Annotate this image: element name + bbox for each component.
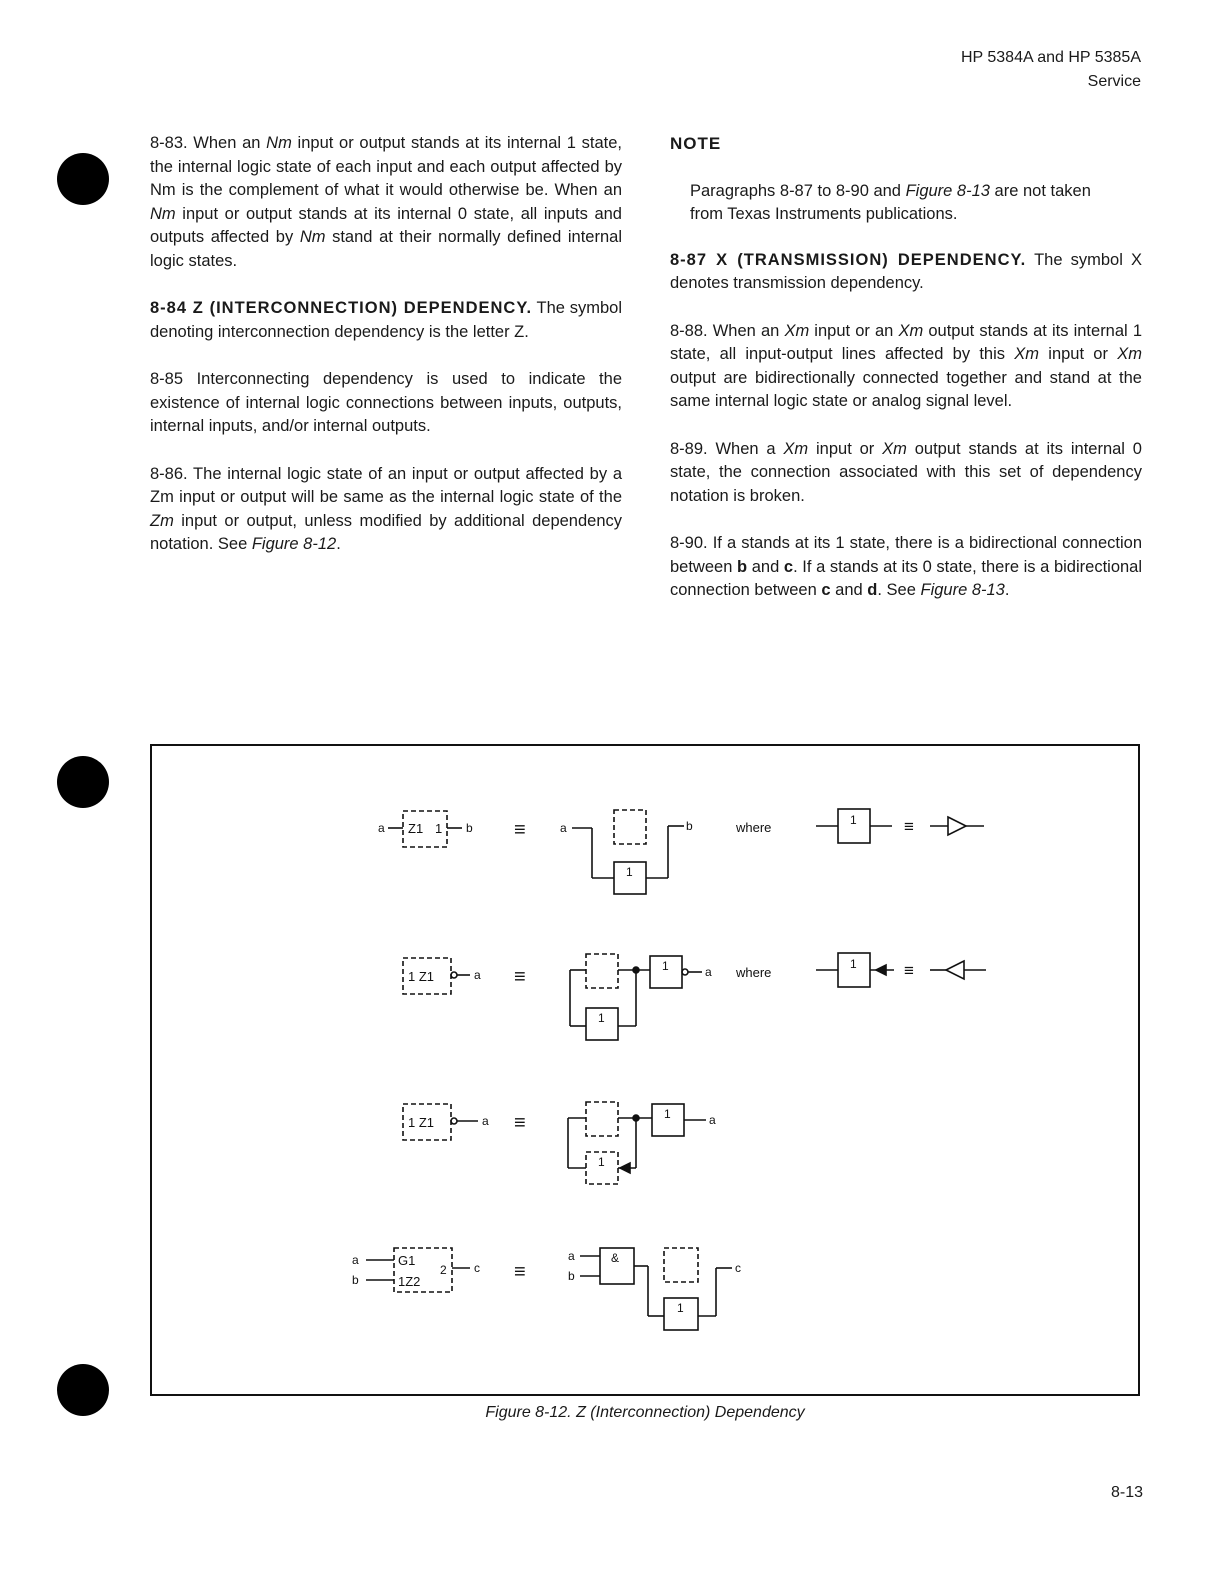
row1-box-z1: Z1	[408, 821, 424, 836]
svg-text:≡: ≡	[904, 817, 914, 836]
paragraph-8-87: 8-87 X (TRANSMISSION) DEPENDENCY. The symbol X denotes transmission dependency.	[670, 250, 1143, 292]
paragraph-8-85: 8-85 Interconnecting dependency is used to indicate the existence of internal logic connections between inputs, outputs, internal inputs, and/or internal outputs.	[150, 370, 622, 435]
row3-feedback-arrow-icon	[620, 1163, 630, 1173]
svg-text:2: 2	[440, 1263, 447, 1277]
svg-text:c: c	[474, 1261, 480, 1275]
note-body: Paragraphs 8-87 to 8-90 and Figure 8-13 are not taken from Texas Instruments publications.	[690, 181, 1091, 223]
svg-text:b: b	[352, 1273, 359, 1287]
binder-hole-middle	[57, 756, 109, 808]
svg-text:a: a	[560, 821, 567, 835]
row1-buffer-definition	[816, 809, 984, 843]
figure-caption: Figure 8-12. Z (Interconnection) Dependency	[485, 1404, 805, 1421]
row1-buffer-triangle-icon	[948, 817, 966, 835]
row4-equivalent-circuit	[568, 1248, 741, 1330]
paragraph-8-88: 8-88. When an Xm input or an Xm output stands at its internal 1 state, all input-output lines affected by this Xm input or Xm output are bidirectionally connected together and stand at the same internal logic state or analog signal level.	[670, 321, 1142, 410]
row1-symbol	[378, 811, 473, 847]
paragraph-8-90: 8-90. If a stands at its 1 state, there is a bidirectional connection between b and c. If a stands at its 0 state, there is a bidirectional connection between c and d. See Figure 8-13.	[670, 534, 1143, 599]
paragraph-8-84: 8-84 Z (INTERCONNECTION) DEPENDENCY. The symbol denoting interconnection dependency is the letter Z.	[150, 299, 622, 341]
svg-text:≡: ≡	[904, 961, 914, 980]
heading-8-84: 8-84 Z (INTERCONNECTION) DEPENDENCY.	[150, 299, 533, 317]
row2-negation-arrow-icon	[876, 965, 886, 975]
row4-symbol	[352, 1248, 480, 1292]
figure-8-12-diagram	[152, 746, 1138, 1394]
row3-equivalent-circuit	[568, 1102, 716, 1184]
svg-text:a: a	[352, 1253, 359, 1267]
svg-text:1: 1	[662, 959, 669, 973]
svg-text:1: 1	[664, 1107, 671, 1121]
figure-8-12-frame	[150, 744, 1140, 1396]
row2-symbol	[403, 958, 481, 994]
row1-input-label: a	[378, 821, 385, 835]
header-title: HP 5384A and HP 5385A	[961, 49, 1141, 66]
svg-text:b: b	[686, 819, 693, 833]
page-number: 8-13	[1110, 1484, 1143, 1501]
row3-box-text: 1 Z1	[408, 1115, 435, 1130]
svg-text:1: 1	[850, 813, 857, 827]
row1-equivalent-circuit	[560, 810, 693, 894]
note-title: NOTE	[670, 134, 722, 153]
left-column	[150, 132, 622, 581]
row4-box-g1: G1	[398, 1253, 416, 1268]
header-section: Service	[1087, 73, 1141, 90]
row4-equivalence-sign: ≡	[514, 1261, 526, 1283]
row2-reverse-triangle-icon	[946, 961, 964, 979]
figure-reference: Figure 8-12	[251, 535, 337, 553]
svg-text:c: c	[735, 1261, 741, 1275]
svg-text:a: a	[709, 1113, 716, 1127]
binder-hole-bottom	[57, 1364, 109, 1416]
svg-text:1: 1	[598, 1155, 605, 1169]
svg-text:1: 1	[626, 865, 633, 879]
row1-where-label: where	[736, 820, 772, 835]
row2-equivalence-sign: ≡	[514, 966, 526, 988]
row3-equivalence-sign: ≡	[514, 1112, 526, 1134]
row1-box-1: 1	[435, 821, 443, 836]
svg-text:&: &	[611, 1251, 620, 1265]
svg-text:b: b	[568, 1269, 575, 1283]
figure-reference: Figure 8-13	[920, 581, 1005, 599]
binder-hole-top	[57, 153, 109, 205]
row2-where-label: where	[736, 965, 772, 980]
svg-text:a: a	[482, 1114, 489, 1128]
row3-symbol	[403, 1104, 489, 1140]
row1-equivalence-sign: ≡	[514, 819, 526, 841]
right-column	[670, 132, 1142, 627]
svg-text:1: 1	[598, 1011, 605, 1025]
paragraph-8-83: 8-83. When an Nm input or output stands at its internal 1 state, the internal logic state of each input and each output affected by Nm is the complement of what it would otherwise be. When an Nm input or output stands at its internal 0 state, all inputs and outputs affected by Nm stand at their normally defined internal logic states.	[150, 134, 622, 270]
svg-text:a: a	[568, 1249, 575, 1263]
paragraph-8-86: 8-86. The internal logic state of an input or output affected by a Zm input or output will be same as the internal logic state of the Zm input or output, unless modified by additional dependency notation. See Figure 8-12.	[150, 464, 622, 553]
svg-text:a: a	[474, 968, 481, 982]
paragraph-8-89: 8-89. When a Xm input or Xm output stands at its internal 0 state, the connection associated with this set of dependency notation is broken.	[670, 439, 1142, 505]
heading-8-87: 8-87 X (TRANSMISSION) DEPENDENCY.	[670, 250, 1027, 269]
row4-box-1z2: 1Z2	[398, 1274, 421, 1289]
svg-text:1: 1	[677, 1301, 684, 1315]
row1-output-label: b	[466, 821, 473, 835]
svg-text:a: a	[705, 965, 712, 979]
svg-text:1: 1	[850, 957, 857, 971]
row2-box-text: 1 Z1	[408, 969, 435, 984]
running-header	[961, 46, 1141, 94]
row2-buffer-definition	[816, 953, 986, 987]
row2-equivalent-circuit	[570, 954, 712, 1040]
